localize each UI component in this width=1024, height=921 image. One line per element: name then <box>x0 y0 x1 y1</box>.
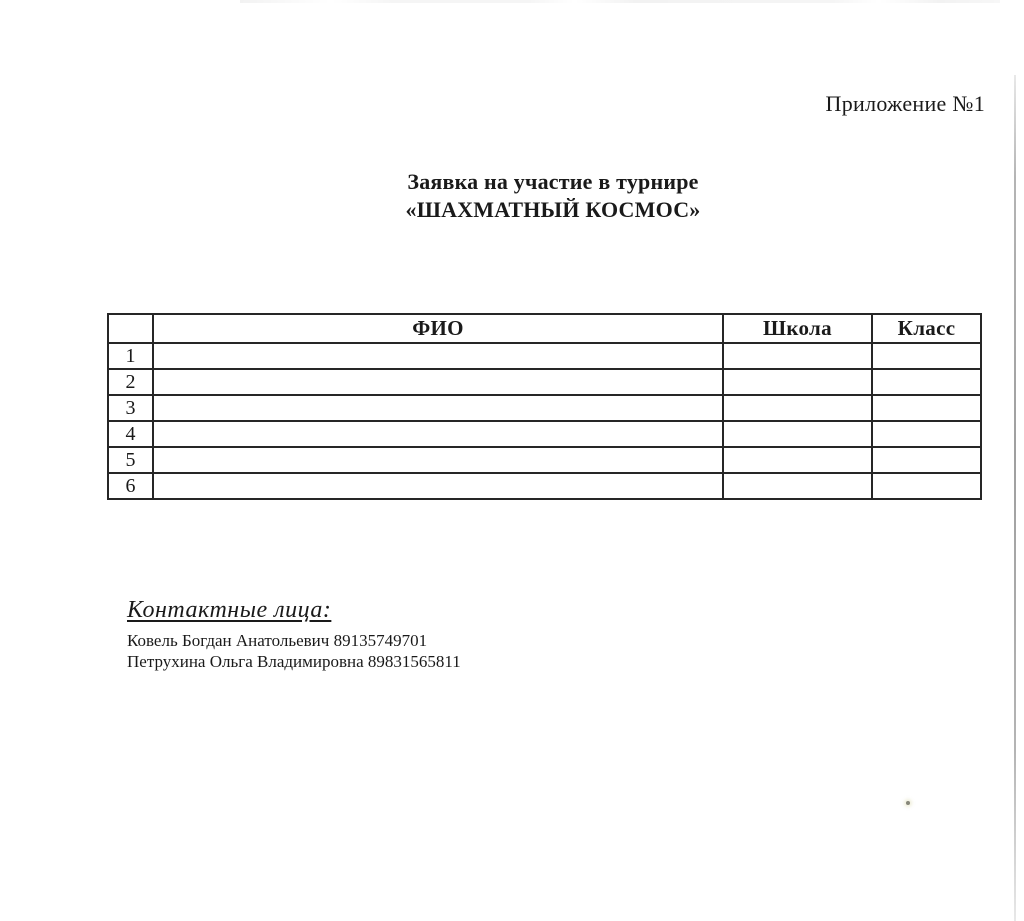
table-row <box>108 421 981 447</box>
contacts-section <box>127 597 461 672</box>
grade-cell <box>872 421 981 447</box>
grade-cell <box>872 473 981 499</box>
table-header-row <box>108 314 981 343</box>
fio-cell <box>153 343 723 369</box>
row-number: 6 <box>108 473 153 499</box>
school-cell <box>723 421 872 447</box>
table-row <box>108 473 981 499</box>
appendix-label: Приложение №1 <box>825 91 985 116</box>
row-number: 1 <box>108 343 153 369</box>
school-cell <box>723 343 872 369</box>
grade-cell <box>872 395 981 421</box>
grade-cell <box>872 343 981 369</box>
contact-person <box>127 651 461 672</box>
table-row <box>108 369 981 395</box>
row-number: 4 <box>108 421 153 447</box>
fio-cell <box>153 369 723 395</box>
table-header-grade: Класс <box>872 314 981 343</box>
document-title <box>0 168 1024 224</box>
contact-phone: 89831565811 <box>367 652 461 671</box>
table-row <box>108 343 981 369</box>
contact-person <box>127 630 461 651</box>
row-number: 3 <box>108 395 153 421</box>
table-header-number <box>108 314 153 343</box>
fio-cell <box>153 447 723 473</box>
table-row <box>108 395 981 421</box>
document-title-line2: «ШАХМАТНЫЙ КОСМОС» <box>405 197 701 222</box>
table-header-school: Школа <box>723 314 872 343</box>
contact-name: Ковель Богдан Анатольевич <box>127 631 330 650</box>
application-table <box>107 313 982 500</box>
school-cell <box>723 447 872 473</box>
contacts-heading: Контактные лица: <box>127 597 332 623</box>
grade-cell <box>872 369 981 395</box>
school-cell <box>723 369 872 395</box>
school-cell <box>723 395 872 421</box>
fio-cell <box>153 395 723 421</box>
fio-cell <box>153 473 723 499</box>
row-number: 2 <box>108 369 153 395</box>
scan-page-edge-artifact <box>1014 75 1016 921</box>
contact-phone: 89135749701 <box>333 631 428 650</box>
document-title-line1: Заявка на участие в турнире <box>407 169 699 194</box>
grade-cell <box>872 447 981 473</box>
table-header-fio: ФИО <box>153 314 723 343</box>
scan-top-smudge-artifact <box>240 0 1000 3</box>
school-cell <box>723 473 872 499</box>
scan-dot-artifact <box>906 801 910 805</box>
row-number: 5 <box>108 447 153 473</box>
contact-name: Петрухина Ольга Владимировна <box>127 652 364 671</box>
fio-cell <box>153 421 723 447</box>
table-row <box>108 447 981 473</box>
